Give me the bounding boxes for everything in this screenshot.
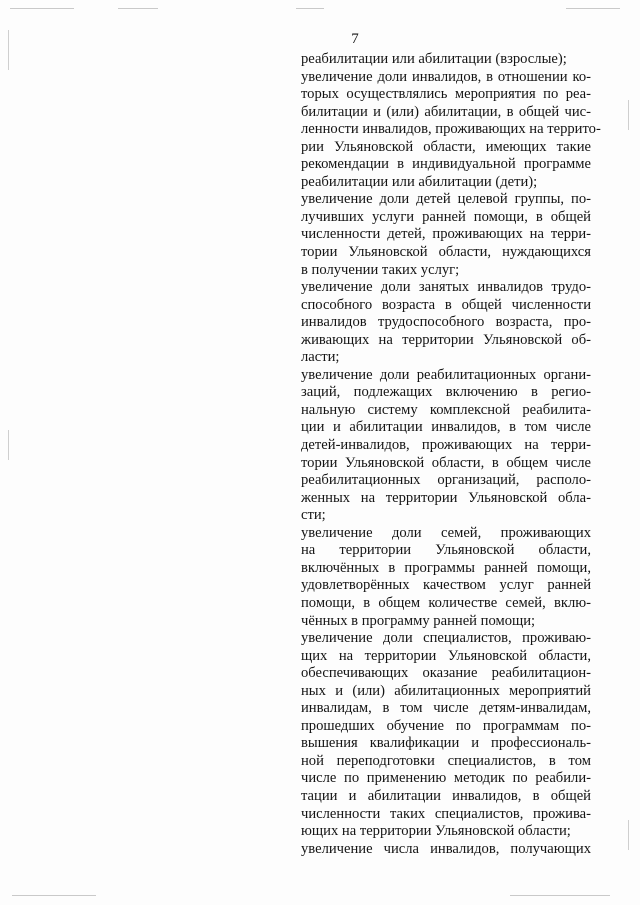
text-line: на территории Ульяновской области,: [301, 542, 591, 559]
scan-artifact-bottom: [510, 895, 610, 896]
text-line: обеспечивающих оказание реабилитацион-: [301, 665, 591, 682]
text-line: сти;: [301, 507, 326, 524]
text-line: ции и абилитации инвалидов, в том числе: [301, 419, 591, 436]
scan-artifact-top: [10, 8, 74, 9]
text-line: женных на территории Ульяновской обла-: [301, 489, 591, 506]
text-line: инвалидов трудоспособного возраста, про-: [301, 314, 591, 331]
text-line: заций, подлежащих включению в регио-: [301, 384, 591, 401]
scan-artifact-bottom: [12, 895, 96, 896]
scan-artifact-left: [8, 430, 9, 460]
text-line: щих на территории Ульяновской области,: [301, 647, 591, 664]
text-line: увеличение доли реабилитационных органи-: [301, 366, 591, 383]
text-line: ной переподготовки специалистов, в том: [301, 752, 591, 769]
text-line: ленности инвалидов, проживающих на террито-: [301, 121, 601, 138]
text-line: билитации и (или) абилитации, в общей чис-: [301, 103, 591, 120]
text-line: удовлетворённых качеством услуг ранней: [301, 577, 591, 594]
scan-artifact-top: [296, 8, 324, 9]
text-line: численности таких специалистов, прожива-: [301, 805, 591, 822]
text-line: увеличение доли специалистов, проживаю-: [301, 630, 591, 647]
text-line: увеличение доли детей целевой группы, по-: [301, 191, 591, 208]
scan-artifact-right: [628, 100, 629, 130]
text-line: численности детей, проживающих на терри-: [301, 226, 591, 243]
text-line: увеличение числа инвалидов, получающих: [301, 840, 591, 857]
text-line: ных и (или) абилитационных мероприятий: [301, 682, 591, 699]
text-line: живающих на территории Ульяновской об-: [301, 331, 591, 348]
text-line: детей-инвалидов, проживающих на терри-: [301, 437, 591, 454]
text-line: вышения квалификации и профессиональ-: [301, 735, 591, 752]
text-line: ющих на территории Ульяновской области;: [301, 823, 571, 840]
text-line: тации и абилитации инвалидов, в общей: [301, 787, 591, 804]
text-line: увеличение доли семей, проживающих: [301, 524, 591, 541]
text-line: помощи, в общем количестве семей, вклю-: [301, 594, 591, 611]
body-text: [301, 51, 601, 858]
text-line: рии Ульяновской области, имеющих такие: [301, 138, 591, 155]
text-line: способного возраста в общей численности: [301, 296, 591, 313]
text-line: числе по применению методик по реабили-: [301, 770, 591, 787]
text-line: реабилитации или абилитации (дети);: [301, 173, 538, 190]
text-line: в получении таких услуг;: [301, 261, 460, 278]
text-line: прошедших обучение по программам по-: [301, 717, 591, 734]
text-line: нальную систему комплексной реабилита-: [301, 401, 591, 418]
text-line: ласти;: [301, 349, 340, 366]
text-line: чённых в программу ранней помощи;: [301, 612, 536, 629]
text-line: лучивших услуги ранней помощи, в общей: [301, 208, 591, 225]
scan-artifact-top: [118, 8, 158, 9]
text-line: тории Ульяновской области, нуждающихся: [301, 244, 591, 261]
text-line: увеличение доли инвалидов, в отношении ко-: [301, 68, 591, 85]
scan-artifact-top: [566, 8, 620, 9]
text-line: реабилитации или абилитации (взрослые);: [301, 51, 567, 67]
text-line: включённых в программы ранней помощи,: [301, 559, 591, 576]
text-line: реабилитационных организаций, располо-: [301, 472, 591, 489]
text-line: рекомендации в индивидуальной программе: [301, 156, 591, 173]
page-number: 7: [351, 31, 359, 47]
text-line: торых осуществлялись мероприятия по реа-: [301, 86, 591, 103]
text-line: тории Ульяновской области, в общем числе: [301, 454, 591, 471]
text-line: инвалидам, в том числе детям-инвалидам,: [301, 700, 591, 717]
scan-artifact-right: [628, 820, 629, 850]
text-line: увеличение доли занятых инвалидов трудо-: [301, 279, 591, 296]
